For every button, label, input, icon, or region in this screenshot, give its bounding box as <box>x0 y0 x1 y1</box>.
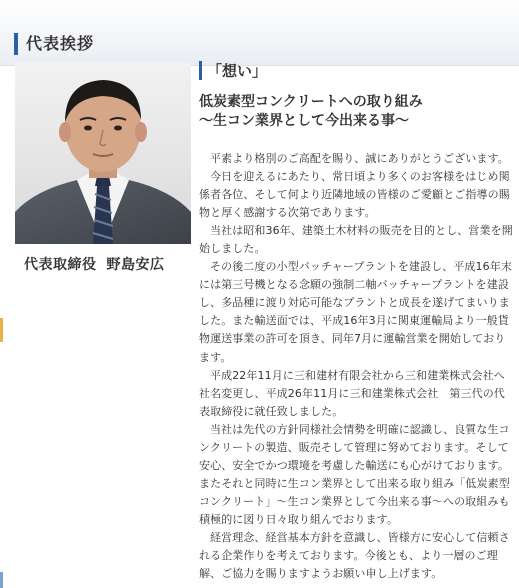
greeting-title-line1: 低炭素型コンクリートへの取り組み <box>199 94 423 110</box>
representative-photo <box>15 62 191 244</box>
subheading-text: 「想い」 <box>207 62 268 80</box>
greeting-paragraph: 経営理念、経営基本方針を意識し、皆様方に安心して信頼される企業作りを考えております。今後とも、より一層のご理解、ご協力を賜りますようお願い申し上げます。 <box>199 530 510 581</box>
greeting-paragraph: 今日を迎えるにあたり、常日頃より多くのお客様をはじめ関係者各位、そして何より近隣地域の皆様のご愛顧とご指導の賜物と厚く感謝する次第であります。 <box>199 170 510 220</box>
greeting-body <box>199 150 513 583</box>
greeting-paragraph: 平成22年11月に三和建材有限会社から三和建業株式会社へ社名変更し、平成26年11月に三和建業株式会社 第三代の代表取締役に就任致しました。 <box>199 368 505 418</box>
left-edge-accent <box>0 318 3 342</box>
greeting-title-line2: 〜生コン業界として今出来る事〜 <box>199 113 409 129</box>
greeting-title <box>199 93 513 131</box>
greeting-paragraph: その後二度の小型バッチャープラントを建設し、平成16年末には第三号機となる念願の強制二軸バッチャープラントを建設し、多品種に渡り対応可能なプラントと成長を遂げてまいりました。また輸送面では、平成16年3月に関東運輸局より一般貨物運送事業の許可を頂き、同年7月に運輸営業を開始しております。 <box>199 260 512 364</box>
page-title: 代表挨拶 <box>26 34 95 53</box>
header-accent-bar <box>14 33 18 55</box>
representative-name: 野島安広 <box>106 257 165 273</box>
greeting-paragraph: 当社は昭和36年、建築土木材料の販売を目的とし、営業を開始しました。 <box>199 224 513 256</box>
greeting-paragraph: 平素より格別のご高配を賜り、誠にありがとうございます。 <box>210 152 509 165</box>
representative-role: 代表取締役 <box>24 257 97 273</box>
subheading-accent-bar <box>199 61 202 80</box>
greeting-subheading <box>199 59 513 85</box>
left-edge-accent-bottom <box>0 572 3 588</box>
greeting-content <box>199 59 513 583</box>
portrait-image <box>15 62 191 244</box>
greeting-paragraph: 当社は先代の方針同様社会情勢を明確に認識し、良質な生コンクリートの製造、販売そして管理に努めております。そして安心、安全でかつ環境を考慮した輸送にも心がけております。またそれと同時に生コン業界として出来る取り組み「低炭素型コンクリート」〜生コン業界として今出来る事〜への取組みも積極的に図り日々取り組んでおります。 <box>199 422 510 526</box>
page-header <box>0 0 519 66</box>
representative-caption <box>24 254 165 274</box>
